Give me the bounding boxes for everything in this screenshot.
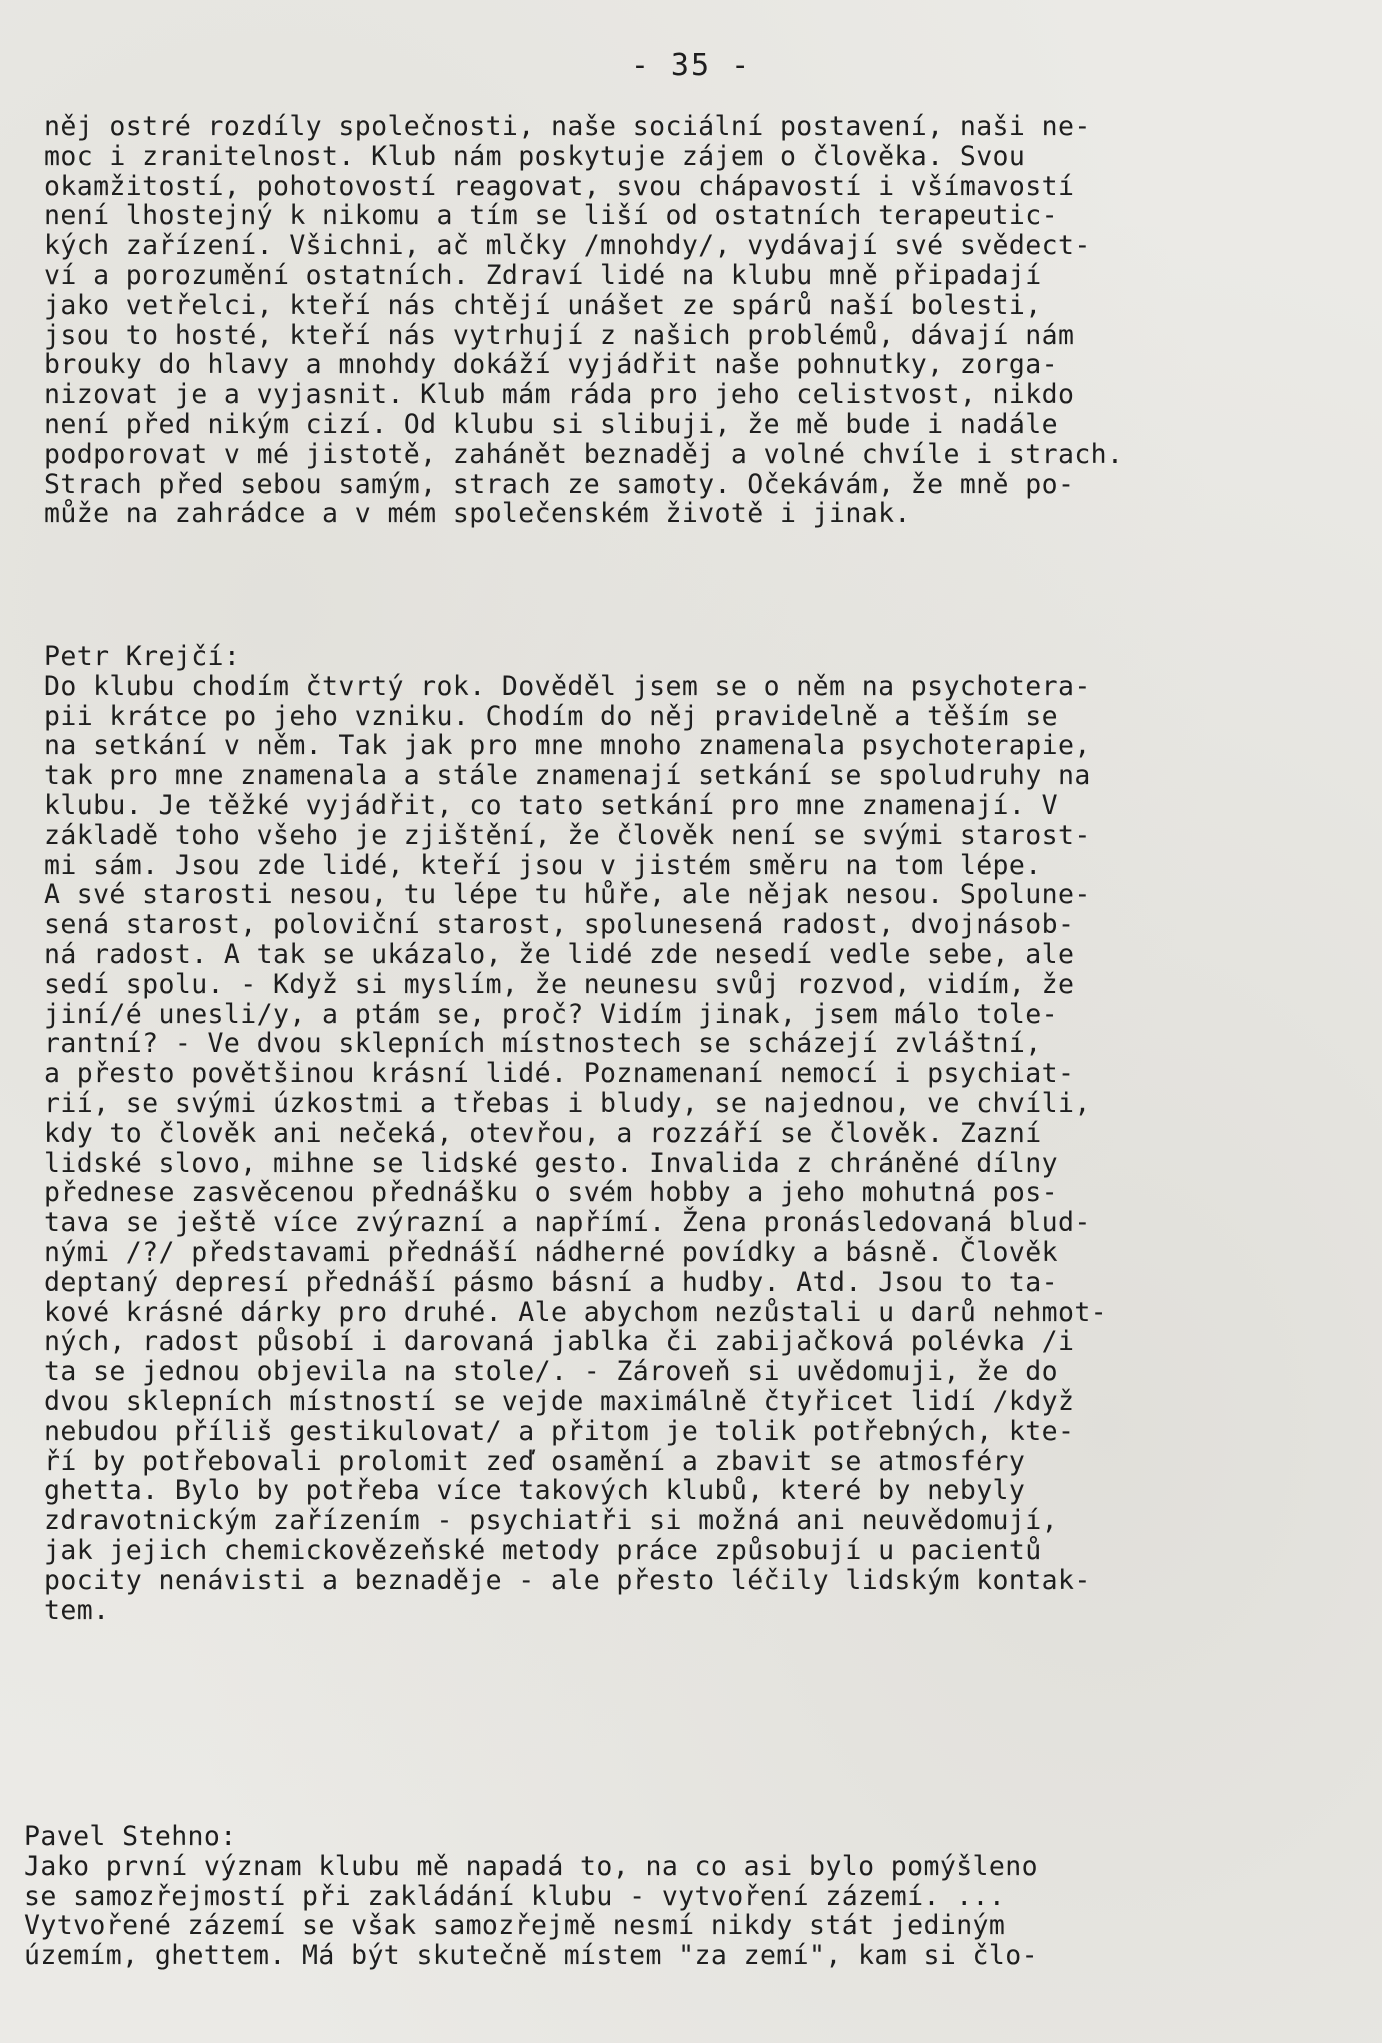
text-line: základě toho všeho je zjištění, že člověk není se svými starost- <box>44 819 1091 851</box>
text-line: ta se jednou objevila na stole/. - Zároveň si uvědomuji, že do <box>44 1356 1058 1388</box>
text-line: dvou sklepních místností se vejde maximálně čtyřicet lidí /když <box>44 1385 1075 1417</box>
text-line: jako vetřelci, kteří nás chtějí unášet ze spárů naší bolesti, <box>44 289 1042 321</box>
text-line: lidské slovo, mihne se lidské gesto. Invalida z chráněné dílny <box>44 1147 1058 1179</box>
paragraph-3 <box>24 1822 1324 1971</box>
text-line: pii krátce po jeho vzniku. Chodím do něj pravidelně a těším se <box>44 700 1058 732</box>
text-line: brouky do hlavy a mnohdy dokáží vyjádřit naše pohnutky, zorga- <box>44 349 1058 381</box>
text-line: tem. <box>44 1594 110 1626</box>
text-line: nými /?/ představami přednáší nádherné povídky a básně. Člověk <box>44 1236 1058 1268</box>
text-line: A své starosti nesou, tu lépe tu hůře, ale nějak nesou. Spolune- <box>44 879 1091 911</box>
text-line: okamžitostí, pohotovostí reagovat, svou chápavostí i všímavostí <box>44 170 1075 202</box>
text-line: pocity nenávisti a beznaděje - ale přesto léčily lidským kontak- <box>44 1564 1091 1596</box>
text-line: přednese zasvěcenou přednášku o svém hobby a jeho mohutná pos- <box>44 1177 1058 1209</box>
text-line: kých zařízení. Všichni, ač mlčky /mnohdy/, vydávají své svědect- <box>44 230 1091 262</box>
page-number: - 35 - <box>630 48 752 83</box>
text-line: ných, radost působí i darovaná jablka či zabijačková polévka /i <box>44 1326 1075 1358</box>
text-line: moc i zranitelnost. Klub nám poskytuje zájem o člověka. Svou <box>44 140 1026 172</box>
text-line: tak pro mne znamenala a stále znamenají setkání se spoludruhy na <box>44 760 1091 792</box>
text-line: jiní/é unesli/y, a ptám se, proč? Vidím jinak, jsem málo tole- <box>44 998 1058 1030</box>
text-line: ghetta. Bylo by potřeba více takových klubů, které by nebyly <box>44 1475 1026 1507</box>
text-line: nebudou příliš gestikulovat/ a přitom je tolik potřebných, kte- <box>44 1415 1075 1447</box>
text-line: a přesto povětšinou krásní lidé. Poznamenaní nemocí i psychiat- <box>44 1058 1075 1090</box>
text-line: územím, ghettem. Má být skutečně místem "za zemí", kam si člo- <box>24 1940 1038 1972</box>
text-line: jsou to hosté, kteří nás vytrhují z našich problémů, dávají nám <box>44 319 1075 351</box>
text-line: může na zahrádce a v mém společenském životě i jinak. <box>44 498 911 530</box>
text-line: deptaný depresí přednáší pásmo básní a hudby. Atd. Jsou to ta- <box>44 1266 1058 1298</box>
speaker-name: Pavel Stehno: <box>24 1821 237 1852</box>
text-line: kdy to člověk ani nečeká, otevřou, a rozzáří se člověk. Zazní <box>44 1117 1042 1149</box>
text-line: Jako první význam klubu mě napadá to, na co asi bylo pomýšleno <box>24 1850 1038 1882</box>
text-line: na setkání v něm. Tak jak pro mne mnoho znamenala psychoterapie, <box>44 730 1091 762</box>
text-line: nizovat je a vyjasnit. Klub mám ráda pro jeho celistvost, nikdo <box>44 379 1075 411</box>
text-line: Vytvořené zázemí se však samozřejmě nesmí nikdy stát jediným <box>24 1910 1006 1942</box>
text-line: se samozřejmostí při zakládání klubu - vytvoření zázemí. ... <box>24 1880 1006 1912</box>
text-line: podporovat v mé jistotě, zahánět beznaděj a volné chvíle i strach. <box>44 438 1124 470</box>
text-line: klubu. Je těžké vyjádřit, co tato setkání pro mne znamenají. V <box>44 789 1058 821</box>
text-line: rantní? - Ve dvou sklepních místnostech se scházejí zvláštní, <box>44 1028 1042 1060</box>
paragraph-1 <box>44 112 1344 529</box>
speaker-name: Petr Krejčí: <box>44 641 241 672</box>
text-line: sedí spolu. - Když si myslím, že neunesu svůj rozvod, vidím, že <box>44 968 1075 1000</box>
text-line: sená starost, poloviční starost, spolunesená radost, dvojnásob- <box>44 909 1075 941</box>
text-line: rií, se svými úzkostmi a třebas i bludy, se najednou, ve chvíli, <box>44 1087 1091 1119</box>
text-line: mi sám. Jsou zde lidé, kteří jsou v jistém směru na tom lépe. <box>44 849 1042 881</box>
text-line: kové krásné dárky pro druhé. Ale abychom nezůstali u darů nehmot- <box>44 1296 1108 1328</box>
paragraph-2 <box>44 642 1344 1625</box>
text-line: jak jejich chemickovězeňské metody práce způsobují u pacientů <box>44 1534 1042 1566</box>
text-line: Strach před sebou samým, strach ze samoty. Očekávám, že mně po- <box>44 468 1075 500</box>
text-line: není lhostejný k nikomu a tím se liší od ostatních terapeutic- <box>44 200 1058 232</box>
text-line: ví a porozumění ostatních. Zdraví lidé na klubu mně připadají <box>44 259 1042 291</box>
text-line: ří by potřebovali prolomit zeď osamění a zbavit se atmosféry <box>44 1445 1026 1477</box>
text-line: ná radost. A tak se ukázalo, že lidé zde nesedí vedle sebe, ale <box>44 938 1075 970</box>
text-line: není před nikým cizí. Od klubu si slibuji, že mě bude i nadále <box>44 408 1058 440</box>
text-line: zdravotnickým zařízením - psychiatři si možná ani neuvědomují, <box>44 1505 1058 1537</box>
text-line: Do klubu chodím čtvrtý rok. Dověděl jsem se o něm na psychotera- <box>44 670 1091 702</box>
text-line: něj ostré rozdíly společnosti, naše sociální postavení, naši ne- <box>44 111 1091 142</box>
text-line: tava se ještě více zvýrazní a napřímí. Žena pronásledovaná blud- <box>44 1207 1091 1239</box>
